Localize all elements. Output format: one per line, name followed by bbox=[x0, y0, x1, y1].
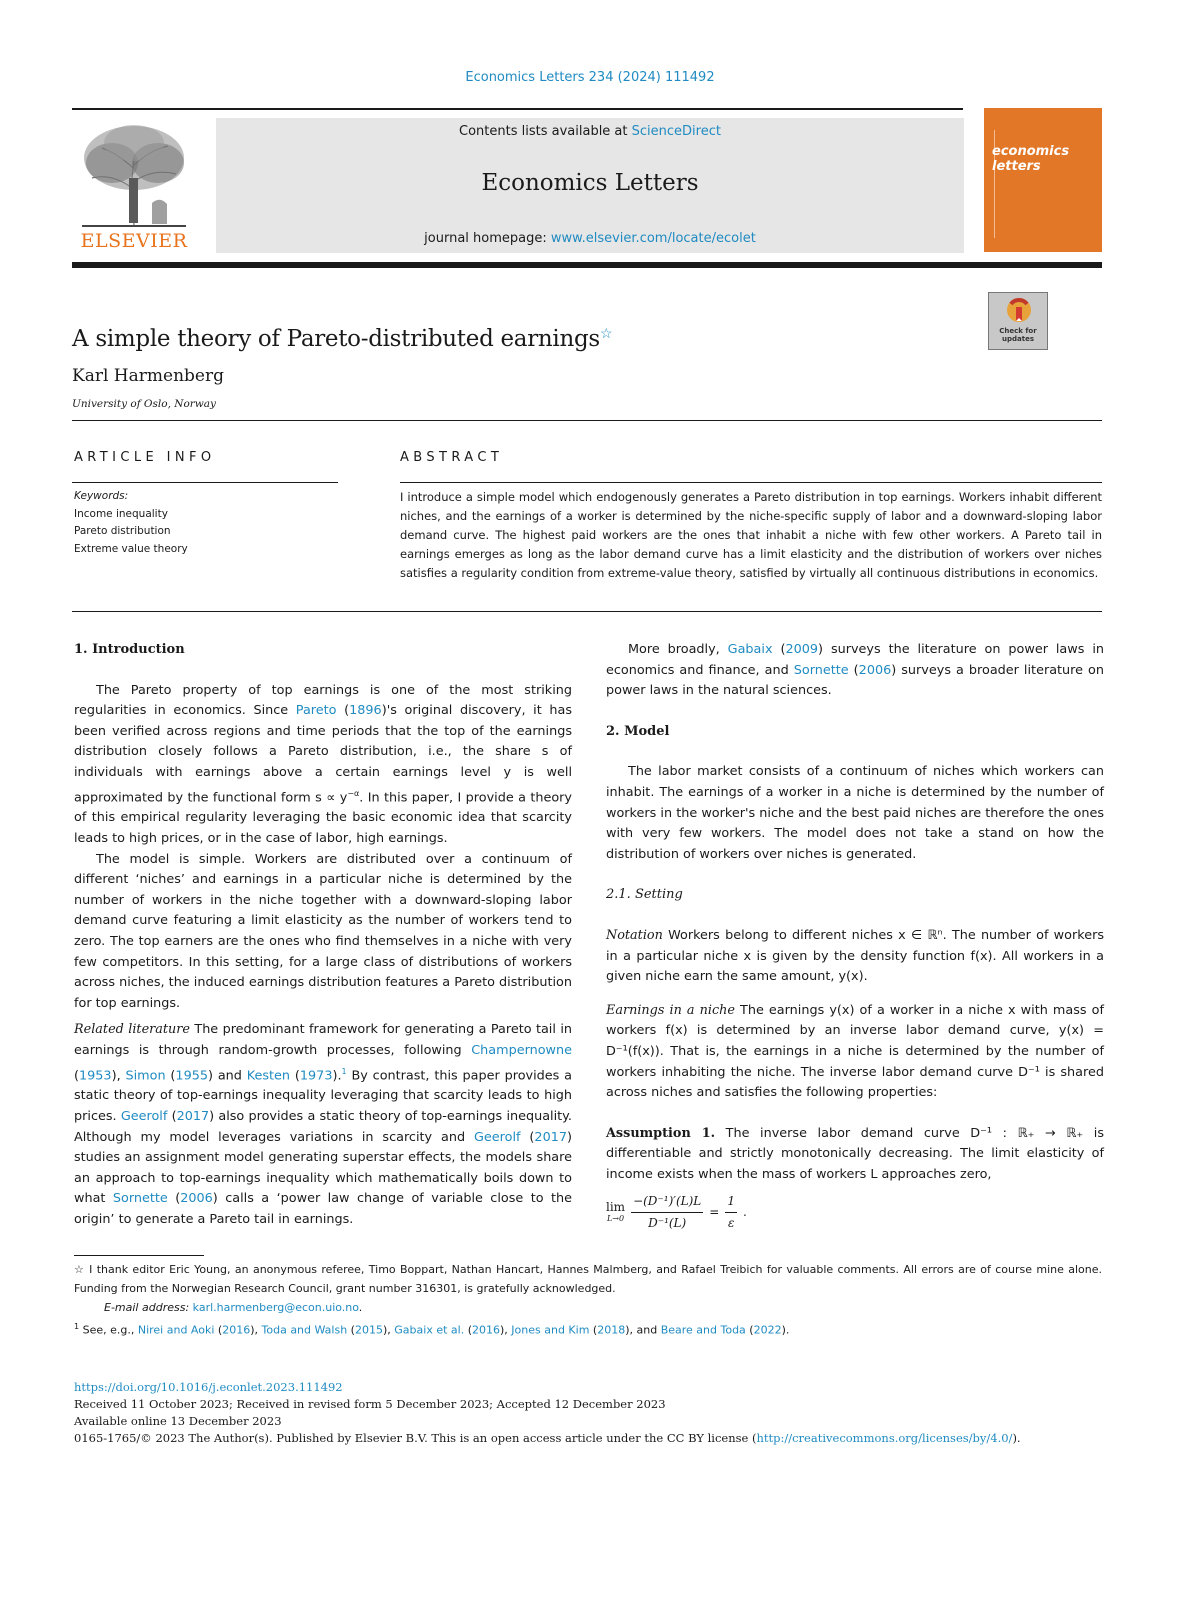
homepage-link[interactable]: www.elsevier.com/locate/ecolet bbox=[550, 231, 756, 246]
elsevier-wordmark: ELSEVIER bbox=[80, 230, 188, 252]
limit-operator: lim L→0 bbox=[606, 1199, 626, 1223]
earnings-paragraph: Earnings in a niche The earnings y(x) of a worker in a niche x with mass of workers f(x) is determined by an inverse labor demand curve, y(x) = D⁻¹(f(x)). That is, the earnings in a niche is determined by the number of workers inhabiting the niche. The inverse labor demand curve D⁻¹ is shared across niches and satisfies the following properties: bbox=[606, 1002, 1104, 1101]
ref-link[interactable]: Sornette bbox=[793, 662, 849, 678]
footnote-rule bbox=[74, 1255, 204, 1256]
formula-end: . bbox=[742, 1205, 747, 1220]
section-heading-introduction: 1. Introduction bbox=[74, 642, 185, 657]
ref-link[interactable]: Simon bbox=[125, 1067, 166, 1083]
footnote-marker[interactable]: 1 bbox=[341, 1066, 347, 1076]
formula-fraction-rhs: $\frac{1}{\varepsilon}$ bbox=[725, 1191, 737, 1233]
keywords-block bbox=[74, 488, 188, 558]
top-rule bbox=[72, 108, 963, 110]
footnote-star: ☆ I thank editor Eric Young, an anonymous referee, Timo Boppart, Nathan Hancart, Hannes Malmberg, and Rafael Treibich for valuable comments. All errors are of course mine alone. Funding from the Norwegian Research Council, grant number 316301, is gratefully acknowledged. bbox=[74, 1263, 1102, 1295]
available-online: Available online 13 December 2023 bbox=[74, 1414, 282, 1428]
left-column bbox=[74, 640, 572, 1231]
ref-link[interactable]: Geerolf bbox=[473, 1129, 521, 1145]
ref-link[interactable]: 2009 bbox=[785, 642, 819, 657]
cover-title-line1: economics bbox=[992, 144, 1070, 159]
badge-text bbox=[989, 327, 1047, 343]
ref-link[interactable]: Champernowne bbox=[471, 1042, 572, 1058]
publication-info bbox=[74, 1379, 1114, 1447]
notation-label: Notation bbox=[606, 927, 663, 943]
keyword-item: Income inequality bbox=[74, 507, 168, 520]
article-info-heading: ARTICLE INFO bbox=[74, 450, 216, 465]
abstract-text: I introduce a simple model which endogenously generates a Pareto distribution in top earnings. Workers inhabit different niches, and the earnings of a worker is determined by the niche-specific supply of labor and a downward-sloping labor demand curve. The highest paid workers are the ones that inhabit a niche with few other workers. A Pareto tail in earnings emerges as long as the labor demand curve has a limit elasticity and the distribution of workers over niches satisfies a regularity condition from extreme-value theory, satisfied by virtually all continuous distributions in economics. bbox=[400, 490, 1102, 580]
ref-link[interactable]: 2016 bbox=[472, 1323, 500, 1337]
homepage-prefix: journal homepage: bbox=[424, 231, 551, 246]
ref-link[interactable]: 2017 bbox=[176, 1109, 210, 1124]
badge-line1: Check for bbox=[999, 327, 1037, 335]
header-thick-rule bbox=[72, 262, 1102, 268]
rule-under-affiliation bbox=[72, 420, 1102, 421]
license-link[interactable]: http://creativecommons.org/licenses/by/4.0/ bbox=[756, 1431, 1013, 1445]
rule-under-abstract bbox=[72, 611, 1102, 612]
ref-link[interactable]: 1955 bbox=[175, 1067, 208, 1083]
ref-link[interactable]: 1953 bbox=[79, 1067, 112, 1083]
ref-link[interactable]: Pareto bbox=[295, 703, 337, 719]
contents-line bbox=[216, 124, 964, 139]
badge-line2: updates bbox=[1002, 335, 1034, 343]
check-for-updates-badge[interactable] bbox=[988, 292, 1048, 350]
ref-link[interactable]: 1973 bbox=[299, 1067, 333, 1083]
formula-equals: = bbox=[709, 1205, 720, 1220]
keyword-item: Pareto distribution bbox=[74, 525, 171, 537]
ref-link[interactable]: Nirei and Aoki bbox=[137, 1323, 215, 1337]
related-literature-label: Related literature bbox=[74, 1022, 190, 1038]
homepage-line bbox=[216, 231, 964, 246]
crossmark-icon bbox=[989, 293, 1049, 327]
doi-link[interactable]: https://doi.org/10.1016/j.econlet.2023.111492 bbox=[74, 1380, 343, 1394]
footnote-email: E-mail address: karl.harmenberg@econ.uio.no. bbox=[104, 1301, 363, 1314]
ref-link[interactable]: Kesten bbox=[246, 1067, 291, 1083]
limit-elasticity-formula bbox=[606, 1191, 1104, 1233]
model-paragraph-1: The labor market consists of a continuum of niches which workers can inhabit. The earnings of a worker in a niche is determined by the number of workers in the worker's niche and the best paid niches are therefore the ones with very few workers. The model does not take a stand on how the distribution of workers over niches is generated. bbox=[606, 764, 1104, 862]
contents-prefix: Contents lists available at bbox=[459, 124, 632, 139]
assumption-label: Assumption 1. bbox=[606, 1125, 716, 1141]
journal-name: Economics Letters bbox=[481, 170, 699, 196]
article-title bbox=[72, 326, 612, 352]
elsevier-tree-icon bbox=[72, 118, 196, 228]
notation-paragraph: Notation Workers belong to different niches x ∈ ℝⁿ. The number of workers in a particular niche x is given by the density function f(x). All workers in a given niche earn the same amount, y(x). bbox=[606, 927, 1104, 985]
right-column bbox=[606, 640, 1104, 1234]
author-name: Karl Harmenberg bbox=[72, 366, 224, 386]
ref-link[interactable]: 2022 bbox=[753, 1323, 782, 1337]
ref-link[interactable]: Sornette bbox=[112, 1191, 168, 1207]
ref-link[interactable]: 2015 bbox=[354, 1323, 383, 1337]
cover-title bbox=[992, 144, 1069, 174]
running-head[interactable]: Economics Letters 234 (2024) 111492 bbox=[465, 70, 715, 85]
rule-article-info bbox=[72, 482, 338, 483]
related-literature-paragraph: Related literature The predominant framework for generating a Pareto tail in earnings is through random-growth processes, following Champernowne (1953), Simon (1955) and Kesten (1973).$^1$ By contrast, this paper provides a static theory of top-earnings inequality leveraging that scarcity leads to high prices. Geerolf (2017) also provides a static theory of top-earnings inequality. Although my model leverages variations in scarcity and Geerolf (2017) studies an assignment model generating superstar effects, the models share an approach to top-earnings inequality which mathematically boils down to what Sornette (2006) calls a ‘power law change of variable close to the origin’ to generate a Pareto tail in earnings. bbox=[74, 1022, 572, 1227]
ref-link[interactable]: Geerolf bbox=[120, 1109, 168, 1124]
footnotes bbox=[74, 1260, 1102, 1340]
license-line: 0165-1765/© 2023 The Author(s). Published by Elsevier B.V. This is an open access article under the CC BY license (http://creativecommons.org/licenses/by/4.0/). bbox=[74, 1431, 1021, 1445]
ref-link[interactable]: Gabaix bbox=[727, 642, 773, 657]
footnote-1: $^1$ See, e.g., Nirei and Aoki (2016), Toda and Walsh (2015), Gabaix et al. (2016), Jones and Kim (2018), and Beare and Toda (2022). bbox=[74, 1322, 790, 1337]
earnings-label: Earnings in a niche bbox=[606, 1002, 735, 1018]
broader-literature-paragraph: More broadly, Gabaix (2009) surveys the literature on power laws in economics and finance, and Sornette (2006) surveys a broader literature on power laws in the natural sciences. bbox=[606, 642, 1105, 699]
cover-title-line2: letters bbox=[992, 159, 1041, 174]
ref-link[interactable]: Jones and Kim bbox=[511, 1323, 590, 1337]
ref-link[interactable]: 2016 bbox=[222, 1323, 251, 1337]
section-heading-model: 2. Model bbox=[606, 723, 670, 739]
ref-link[interactable]: 1896 bbox=[349, 703, 382, 719]
abstract-heading: ABSTRACT bbox=[400, 450, 504, 465]
ref-link[interactable]: Toda and Walsh bbox=[261, 1323, 348, 1337]
ref-link[interactable]: 2017 bbox=[534, 1129, 567, 1145]
received-dates: Received 11 October 2023; Received in revised form 5 December 2023; Accepted 12 December 2023 bbox=[74, 1397, 666, 1411]
journal-cover[interactable] bbox=[982, 108, 1102, 252]
keyword-item: Extreme value theory bbox=[74, 542, 188, 555]
intro-paragraph-2: The model is simple. Workers are distributed over a continuum of different ‘niches’ and earnings in a particular niche is determined by the number of workers in the niche together with a downward-sloping labor demand curve featuring a limit elasticity as the number of workers tend to zero. The top earners are the ones who find themselves in a niche with very few competitors. In this setting, for a large class of distributions of workers across niches, the induced earnings distribution features a Pareto distribution for top earnings. bbox=[74, 851, 572, 1011]
title-text: A simple theory of Pareto-distributed earnings bbox=[72, 326, 600, 352]
intro-paragraph-1: The Pareto property of top earnings is one of the most striking regularities in economics. Since Pareto (1896)'s original discovery, it has been verified across regions and time periods that the top of the earnings distribution closely follows a Pareto distribution, i.e., the share s of individuals with earnings above a certain earnings level y is well approximated by the functional form $s \propto y^{-\alpha}$. In this paper, I provide a theory of this empirical regularity leveraging the basic economic idea that scarcity leads to high prices, or in the case of labor, high earnings. bbox=[74, 682, 572, 847]
email-link[interactable]: karl.harmenberg@econ.uio.no bbox=[192, 1301, 359, 1314]
ref-link[interactable]: 2018 bbox=[597, 1323, 626, 1337]
ref-link[interactable]: Beare and Toda bbox=[660, 1323, 746, 1337]
sciencedirect-link[interactable]: ScienceDirect bbox=[631, 124, 721, 139]
assumption-1: Assumption 1. The inverse labor demand curve D⁻¹ : ℝ₊ → ℝ₊ is differentiable and strictly monotonically decreasing. The limit elasticity of income exists when the mass of workers L approaches zero, bbox=[606, 1125, 1104, 1182]
subsection-heading-setting: 2.1. Setting bbox=[606, 887, 683, 903]
email-label: E-mail address: bbox=[104, 1301, 190, 1314]
ref-link[interactable]: Gabaix et al. bbox=[394, 1323, 465, 1337]
footnote-1-mark: 1 bbox=[74, 1322, 80, 1331]
ref-link[interactable]: 2006 bbox=[858, 662, 892, 678]
author-affiliation: University of Oslo, Norway bbox=[72, 398, 216, 410]
keywords-label: Keywords: bbox=[74, 490, 129, 502]
title-footnote-star[interactable]: ☆ bbox=[599, 326, 613, 342]
ref-link[interactable]: 2006 bbox=[180, 1191, 213, 1207]
footnote-star-mark: ☆ bbox=[74, 1263, 85, 1276]
rule-abstract bbox=[400, 482, 1102, 483]
formula-fraction-lhs: $\frac{\text{−(D⁻¹)′(L)L}}{\text{D⁻¹(L)}}$ bbox=[631, 1191, 703, 1233]
